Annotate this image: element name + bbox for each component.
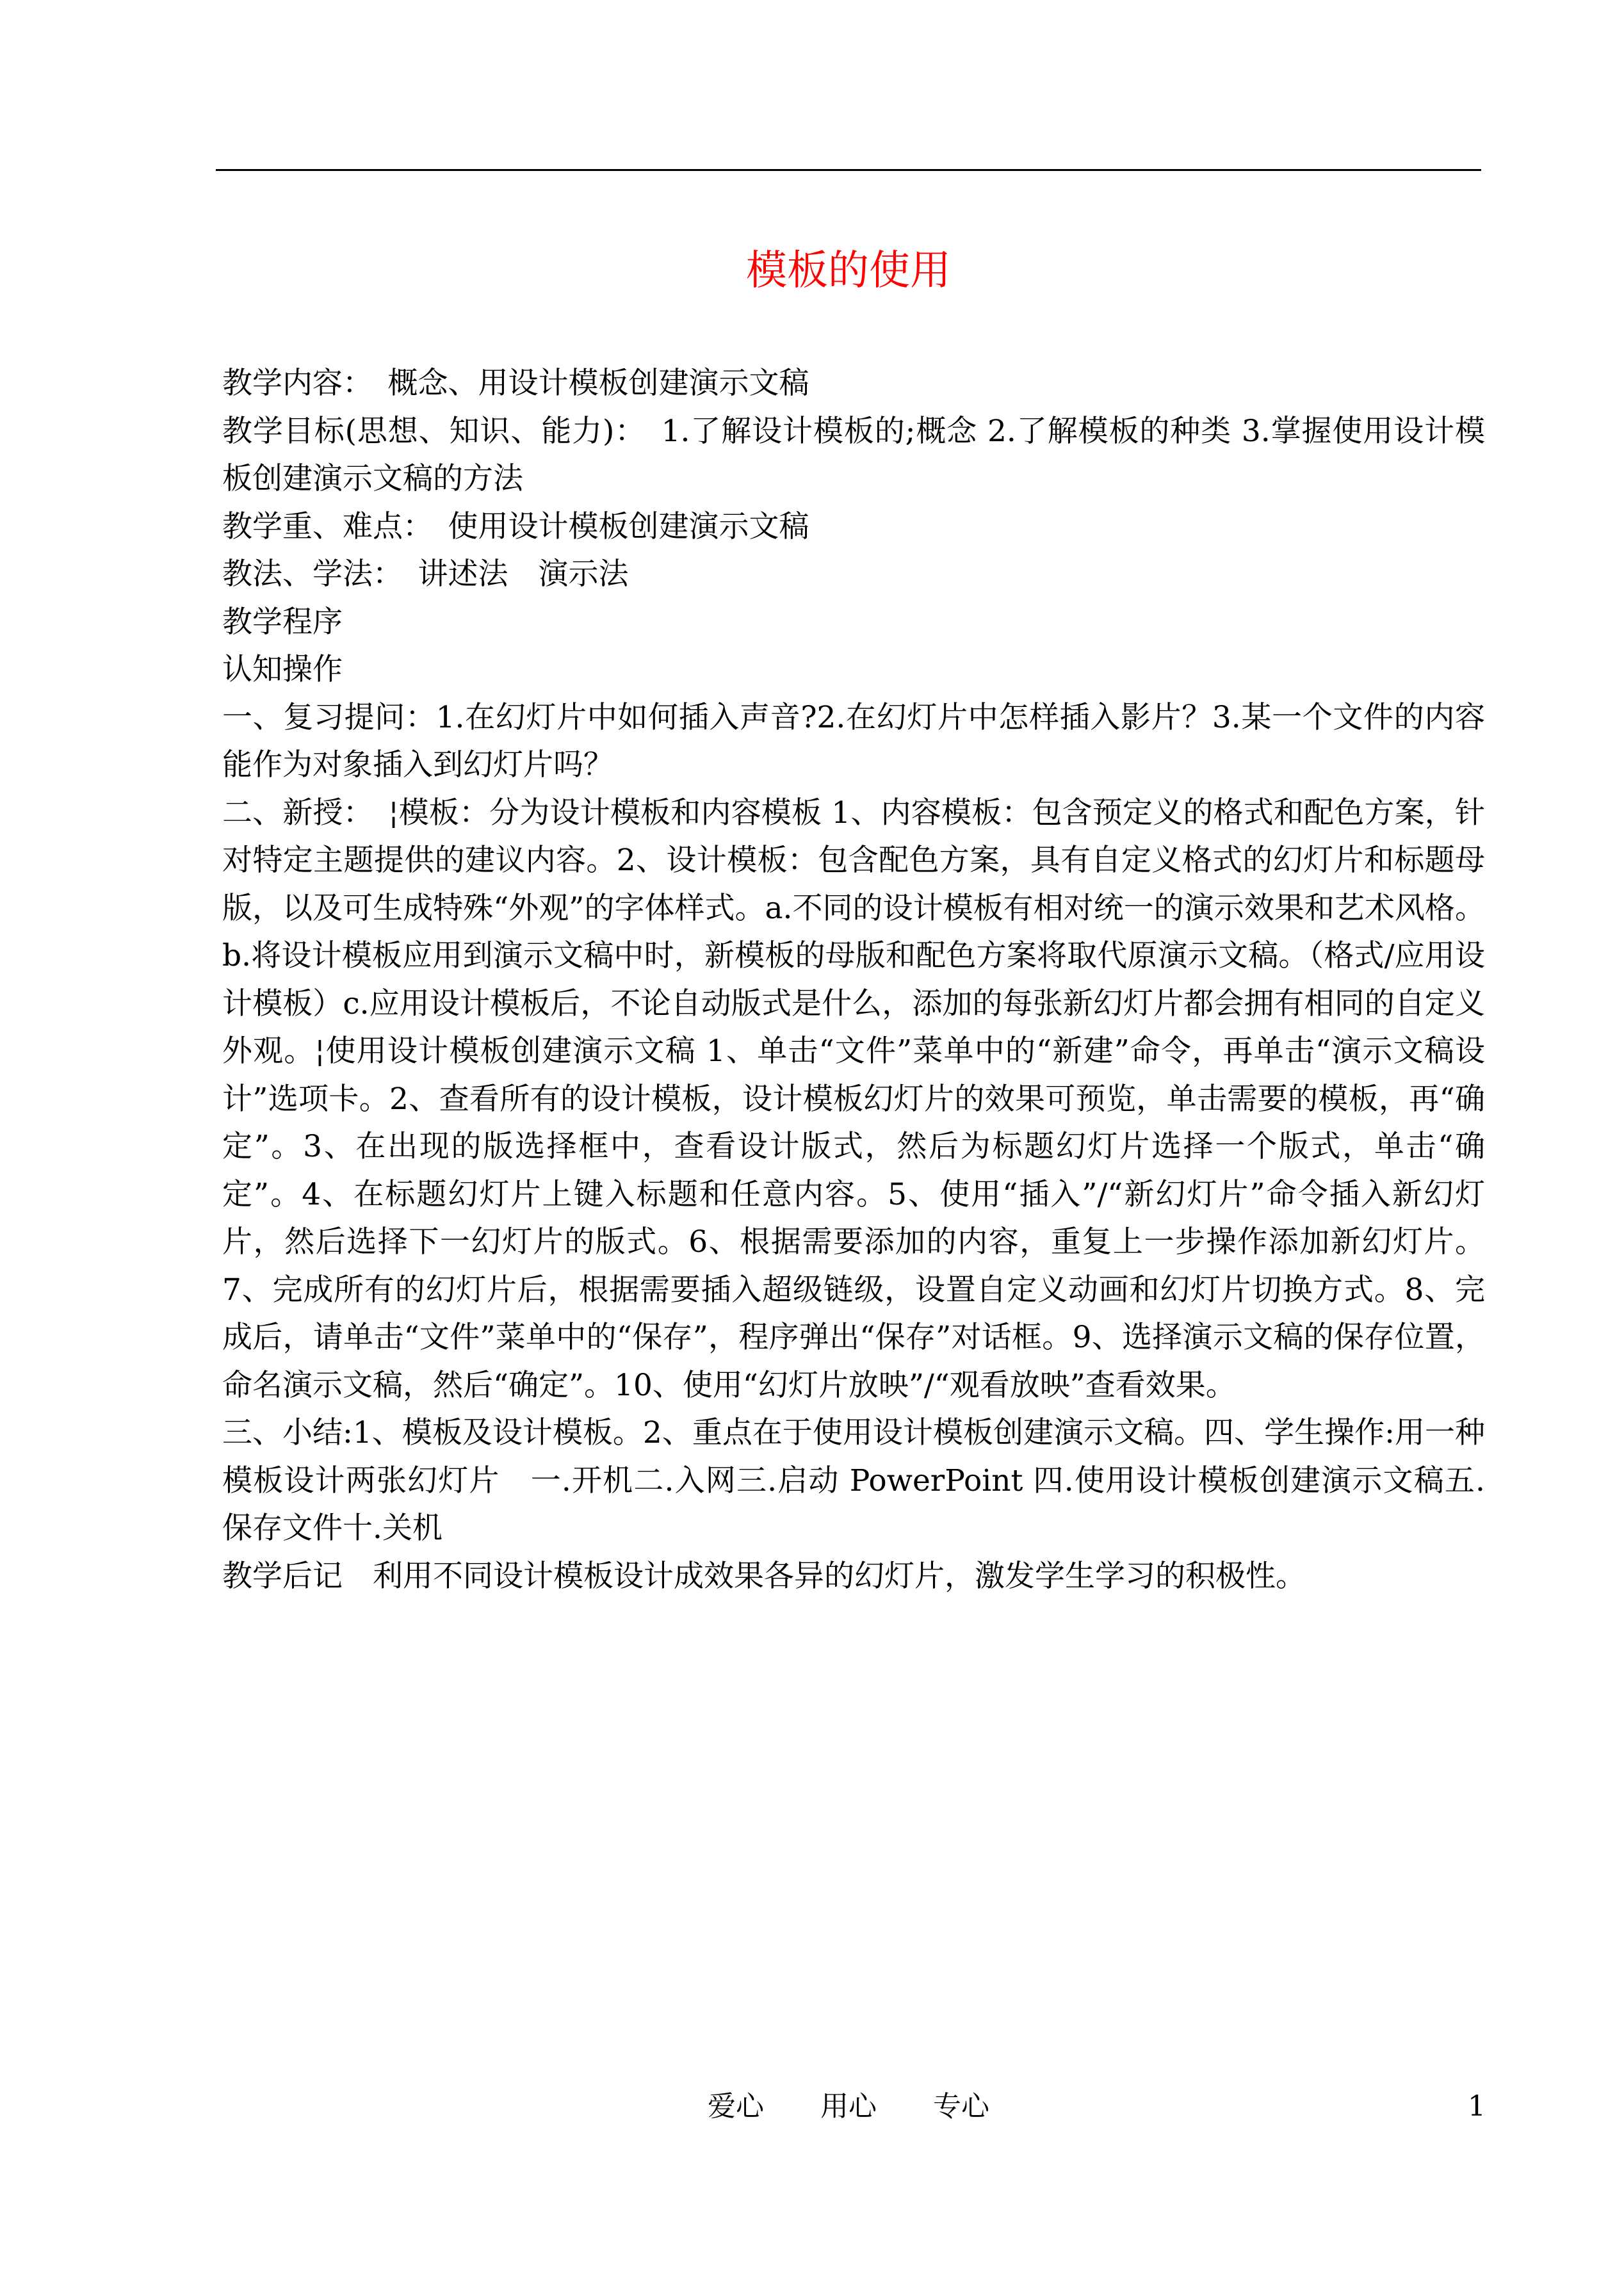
paragraph-teaching-methods: 教法、学法： 讲述法 演示法 [222, 556, 629, 592]
paragraph-teaching-content: 教学内容： 概念、用设计模板创建演示文稿 [222, 366, 809, 401]
paragraph-summary: 三、小结:1、模板及设计模板。2、重点在于使用设计模板创建演示文稿。四、学生操作:用一种模板设计两张幻灯片 一.开机二.入网三.启动 PowerPoint 四.使用设计模板创建演示文稿五.保存文件十.关机 [222, 1415, 1485, 1546]
document-title: 模板的使用 [746, 247, 951, 295]
paragraph-teaching-notes: 教学后记 利用不同设计模板设计成效果各异的幻灯片，激发学生学习的积极性。 [222, 1558, 1306, 1594]
header-rule [216, 169, 1481, 171]
paragraph-cognitive-operation: 认知操作 [222, 652, 343, 687]
footer-motto: 爱心 用心 专心 [708, 2090, 989, 2123]
paragraph-teaching-goals: 教学目标(思想、知识、能力)： 1.了解设计模板的;概念 2.了解模板的种类 3.掌握使用设计模板创建演示文稿的方法 [222, 413, 1485, 496]
page-number: 1 [1468, 2090, 1486, 2123]
paragraph-new-lesson: 二、新授： ¦模板：分为设计模板和内容模板 1、内容模板：包含预定义的格式和配色方案，针对特定主题提供的建议内容。2、设计模板：包含配色方案，具有自定义格式的幻灯片和标题母版，以及可生成特殊“外观”的字体样式。a.不同的设计模板有相对统一的演示效果和艺术风格。b.将设计模板应用到演示文稿中时，新模板的母版和配色方案将取代原演示文稿。（格式/应用设计模板）c.应用设计模板后，不论自动版式是什么，添加的每张新幻灯片都会拥有相同的自定义外观。¦使用设计模板创建演示文稿 1、单击“文件”菜单中的“新建”命令，再单击“演示文稿设计”选项卡。2、查看所有的设计模板，设计模板幻灯片的效果可预览，单击需要的模板，再“确定”。3、在出现的版选择框中，查看设计版式，然后为标题幻灯片选择一个版式，单击“确定”。4、在标题幻灯片上键入标题和任意内容。5、使用“插入”/“新幻灯片”命令插入新幻灯片，然后选择下一幻灯片的版式。6、根据需要添加的内容，重复上一步操作添加新幻灯片。7、完成所有的幻灯片后，根据需要插入超级链级，设置自定义动画和幻灯片切换方式。8、完成后，请单击“文件”菜单中的“保存”，程序弹出“保存”对话框。9、选择演示文稿的保存位置，命名演示文稿，然后“确定”。10、使用“幻灯片放映”/“观看放映”查看效果。 [222, 795, 1485, 1403]
paragraph-review-questions: 一、复习提问：1.在幻灯片中如何插入声音?2.在幻灯片中怎样插入影片？3.某一个文件的内容能作为对象插入到幻灯片吗？ [222, 699, 1485, 783]
document-body [222, 360, 1485, 1600]
paragraph-key-points: 教学重、难点： 使用设计模板创建演示文稿 [222, 508, 809, 544]
paragraph-teaching-procedure: 教学程序 [222, 604, 343, 640]
